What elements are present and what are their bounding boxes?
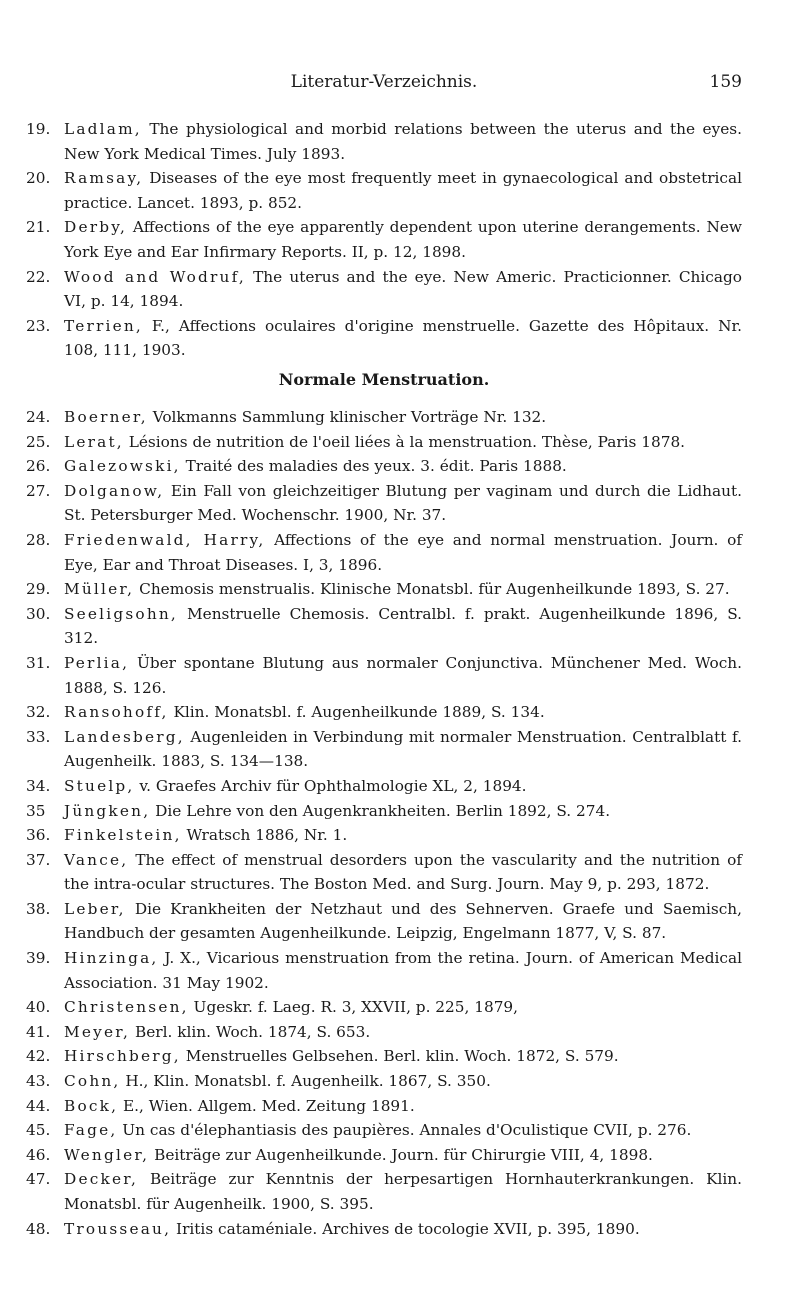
bibliography-entry	[26, 215, 742, 264]
entry-citation: E., Wien. Allgem. Med. Zeitung 1891.	[118, 1096, 415, 1115]
running-title: Literatur-Verzeichnis.	[290, 72, 478, 92]
bibliography-list-top	[26, 117, 742, 363]
entry-author: Wood and Wodruf,	[64, 267, 246, 286]
bibliography-entry	[26, 1020, 742, 1045]
entry-citation: Lésions de nutrition de l'oeil liées à la menstruation. Thèse, Paris 1878.	[123, 432, 686, 451]
entry-text	[64, 725, 742, 774]
entry-author: Perlia,	[64, 653, 130, 672]
entry-text	[64, 1167, 742, 1216]
entry-number: 32.	[26, 703, 51, 722]
bibliography-list-bottom	[26, 405, 742, 1241]
entry-text	[64, 265, 742, 314]
bibliography-entry	[26, 265, 742, 314]
entry-text	[64, 166, 742, 215]
entry-text	[64, 823, 742, 848]
bibliography-entry	[26, 946, 742, 995]
entry-citation: H., Klin. Monatsbl. f. Augenheilk. 1867, S. 350.	[120, 1072, 491, 1091]
entry-citation: Affections of the eye and normal menstruation. Journ. of Eye, Ear and Throat Diseases. I, 3, 1896.	[64, 530, 742, 574]
entry-citation: Über spontane Blutung aus normaler Conjunctiva. Münchener Med. Woch. 1888, S. 126.	[64, 653, 742, 697]
entry-text	[64, 1044, 742, 1069]
entry-citation: Diseases of the eye most frequently meet in gynaecological and obstetrical practice. Lancet. 1893, p. 852.	[64, 169, 742, 212]
entry-citation: Berl. klin. Woch. 1874, S. 653.	[130, 1022, 371, 1041]
entry-text	[64, 848, 742, 897]
entry-citation: Wratsch 1886, Nr. 1.	[181, 826, 348, 845]
bibliography-entry	[26, 1143, 742, 1168]
entry-citation: Augenleiden in Verbindung mit normaler Menstruation. Centralblatt f. Augenheilk. 1883, S. 134—138.	[64, 727, 742, 771]
bibliography-entry	[26, 405, 742, 430]
entry-number: 22.	[26, 267, 51, 286]
entry-number: 39.	[26, 949, 51, 968]
entry-text	[64, 700, 742, 725]
entry-author: Ramsay,	[64, 169, 144, 188]
entry-number: 26.	[26, 457, 51, 476]
entry-number: 47.	[26, 1170, 51, 1189]
entry-author: Derby,	[64, 218, 128, 237]
entry-author: Trousseau,	[64, 1219, 172, 1238]
entry-text	[64, 215, 742, 264]
entry-citation: Ugeskr. f. Laeg. R. 3, XXVII, p. 225, 1879,	[188, 998, 519, 1017]
entry-number: 33.	[26, 727, 51, 746]
entry-author: Müller,	[64, 580, 135, 599]
entry-citation: The uterus and the eye. New Americ. Practicionner. Chicago VI, p. 14, 1894.	[64, 267, 742, 311]
bibliography-entry	[26, 1044, 742, 1069]
entry-number: 34.	[26, 776, 51, 795]
entry-author: Vance,	[64, 850, 129, 869]
entry-number: 29.	[26, 580, 51, 599]
entry-number: 25.	[26, 432, 51, 451]
entry-citation: The effect of menstrual desorders upon the vascularity and the nutrition of the intra-ocular structures. The Boston Med. and Surg. Journ. May 9, p. 293, 1872.	[64, 850, 742, 894]
entry-text	[64, 405, 742, 430]
bibliography-entry	[26, 1118, 742, 1143]
entry-author: Seeligsohn,	[64, 604, 178, 623]
entry-citation: Menstruelle Chemosis. Centralbl. f. prakt. Augenheilkunde 1896, S. 312.	[64, 604, 742, 648]
entry-text	[64, 799, 742, 824]
entry-author: Hinzinga,	[64, 949, 159, 968]
entry-text	[64, 430, 742, 455]
bibliography-entry	[26, 430, 742, 455]
entry-author: Galezowski,	[64, 457, 181, 476]
entry-number: 19.	[26, 120, 51, 138]
entry-number: 31.	[26, 653, 51, 672]
entry-number: 24.	[26, 408, 51, 426]
entry-author: Cohn,	[64, 1072, 121, 1091]
entry-citation: Un cas d'élephantiasis des paupières. Annales d'Oculistique CVII, p. 276.	[117, 1121, 692, 1140]
entry-number: 28.	[26, 530, 51, 549]
entry-citation: Traité des maladies des yeux. 3. édit. Paris 1888.	[180, 457, 567, 476]
entry-author: Fage,	[64, 1121, 118, 1140]
entry-author: Hirschberg,	[64, 1047, 181, 1066]
entry-text	[64, 479, 742, 528]
entry-text	[64, 117, 742, 166]
entry-author: Ransohoff,	[64, 703, 169, 722]
entry-author: Meyer,	[64, 1022, 131, 1041]
bibliography-entry	[26, 528, 742, 577]
bibliography-entry	[26, 700, 742, 725]
bibliography-entry	[26, 1069, 742, 1094]
entry-citation: Die Krankheiten der Netzhaut und des Sehnerven. Graefe und Saemisch, Handbuch der gesamten Augenheilkunde. Leipzig, Engelmann 1877, V, S. 87.	[64, 899, 742, 943]
entry-author: Bock,	[64, 1096, 119, 1115]
entry-citation: Beiträge zur Kenntnis der herpesartigen Hornhauterkrankungen. Klin. Monatsbl. für Augenheilk. 1900, S. 395.	[64, 1170, 742, 1213]
entry-citation: Chemosis menstrualis. Klinische Monatsbl. für Augenheilkunde 1893, S. 27.	[134, 580, 730, 599]
entry-text	[64, 1143, 742, 1168]
bibliography-entry	[26, 823, 742, 848]
entry-citation: v. Graefes Archiv für Ophthalmologie XL, 2, 1894.	[134, 776, 527, 795]
entry-number: 21.	[26, 218, 51, 237]
entry-number: 48.	[26, 1219, 51, 1238]
entry-citation: Volkmanns Sammlung klinischer Vorträge Nr. 132.	[147, 408, 547, 426]
entry-number: 30.	[26, 604, 51, 623]
entry-author: Terrien,	[64, 316, 143, 335]
entry-author: Leber,	[64, 899, 126, 918]
bibliography-entry	[26, 602, 742, 651]
entry-author: Lerat,	[64, 432, 124, 451]
entry-text	[64, 946, 742, 995]
entry-number: 40.	[26, 998, 51, 1017]
bibliography-entry	[26, 1094, 742, 1119]
entry-number: 20.	[26, 169, 51, 188]
entry-citation: Affections of the eye apparently dependent upon uterine derangements. New York Eye and Ear Infirmary Reports. II, p. 12, 1898.	[64, 218, 742, 261]
bibliography-entry	[26, 995, 742, 1020]
entry-text	[64, 1094, 742, 1119]
entry-author: Jüngken,	[64, 801, 151, 820]
entry-citation: The physiological and morbid relations between the uterus and the eyes. New York Medical Times. July 1893.	[64, 120, 742, 163]
entry-number: 36.	[26, 826, 51, 845]
bibliography-entry	[26, 166, 742, 215]
entry-author: Landesberg,	[64, 727, 185, 746]
entry-citation: F., Affections oculaires d'origine menstruelle. Gazette des Hôpitaux. Nr. 108, 111, 1903.	[64, 316, 742, 360]
bibliography-entry	[26, 725, 742, 774]
entry-citation: Iritis cataméniale. Archives de tocologie XVII, p. 395, 1890.	[171, 1219, 640, 1238]
bibliography-entry	[26, 651, 742, 700]
section-heading-block	[26, 370, 742, 389]
entry-text	[64, 1118, 742, 1143]
entry-citation: Beiträge zur Augenheilkunde. Journ. für Chirurgie VIII, 4, 1898.	[149, 1145, 653, 1164]
entry-author: Dolganow,	[64, 481, 165, 500]
entry-author: Friedenwald, Harry,	[64, 530, 266, 549]
bibliography-entry	[26, 479, 742, 528]
bibliography-entry	[26, 1167, 742, 1216]
entry-number: 46.	[26, 1145, 51, 1164]
entry-citation: Menstruelles Gelbsehen. Berl. klin. Woch. 1872, S. 579.	[180, 1047, 619, 1066]
bibliography-entry	[26, 848, 742, 897]
entry-author: Decker,	[64, 1170, 139, 1189]
entry-number: 42.	[26, 1047, 51, 1066]
bibliography-entry	[26, 1217, 742, 1242]
entry-citation: Klin. Monatsbl. f. Augenheilkunde 1889, S. 134.	[168, 703, 545, 722]
page-header	[26, 72, 742, 98]
bibliography-entry	[26, 454, 742, 479]
entry-text	[64, 897, 742, 946]
entry-text	[64, 1020, 742, 1045]
entry-citation: J. X., Vicarious menstruation from the retina. Journ. of American Medical Association. 31 May 1902.	[64, 949, 742, 992]
entry-text	[64, 651, 742, 700]
entry-number: 27.	[26, 481, 51, 500]
entry-author: Ladlam,	[64, 120, 142, 138]
entry-author: Boerner,	[64, 408, 148, 426]
entry-text	[64, 1217, 742, 1242]
entry-text	[64, 1069, 742, 1094]
entry-number: 38.	[26, 899, 51, 918]
entry-text	[64, 314, 742, 363]
entry-author: Christensen,	[64, 998, 189, 1017]
entry-citation: Die Lehre von den Augenkrankheiten. Berlin 1892, S. 274.	[150, 801, 611, 820]
entry-text	[64, 454, 742, 479]
entry-number: 35	[26, 801, 46, 820]
entry-citation: Ein Fall von gleichzeitiger Blutung per vaginam und durch die Lidhaut. St. Petersburger Med. Wochenschr. 1900, Nr. 37.	[64, 481, 742, 525]
bibliography-entry	[26, 774, 742, 799]
section-heading: Normale Menstruation.	[278, 370, 490, 389]
entry-number: 41.	[26, 1022, 51, 1041]
entry-number: 45.	[26, 1121, 51, 1140]
entry-number: 43.	[26, 1072, 51, 1091]
entry-number: 37.	[26, 850, 51, 869]
bibliography-entry	[26, 897, 742, 946]
page-number: 159	[709, 72, 742, 92]
bibliography-entry	[26, 117, 742, 166]
bibliography-entry	[26, 577, 742, 602]
bibliography-entry	[26, 314, 742, 363]
entry-author: Stuelp,	[64, 776, 135, 795]
entry-text	[64, 528, 742, 577]
entry-number: 44.	[26, 1096, 51, 1115]
entry-text	[64, 602, 742, 651]
entry-text	[64, 995, 742, 1020]
entry-number: 23.	[26, 316, 51, 335]
entry-author: Finkelstein,	[64, 826, 182, 845]
bibliography-entry	[26, 799, 742, 824]
entry-author: Wengler,	[64, 1145, 150, 1164]
entry-text	[64, 774, 742, 799]
entry-text	[64, 577, 742, 602]
